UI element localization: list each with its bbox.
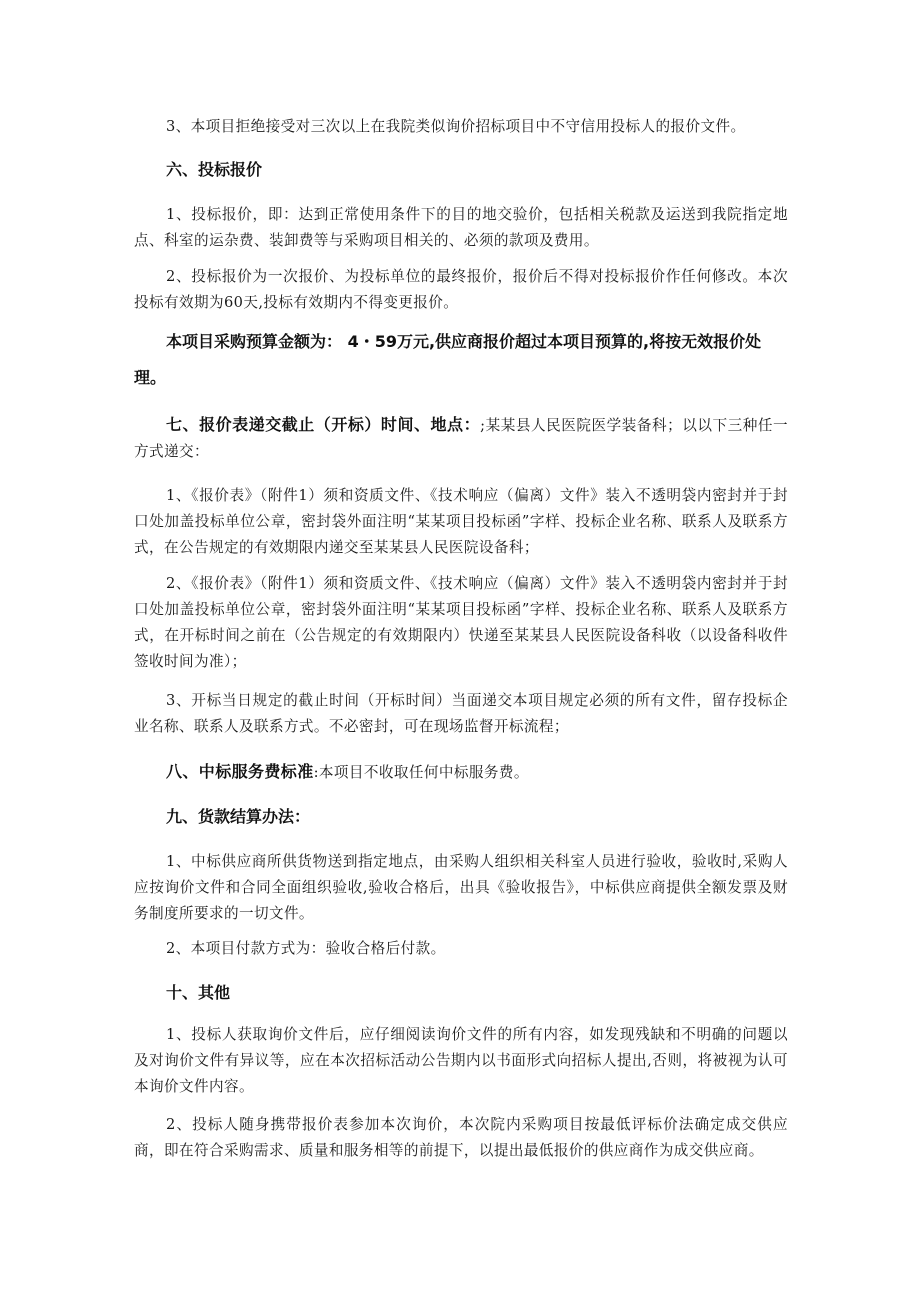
section-9-paragraph-2: 2、本项目付款方式为：验收合格后付款。 — [166, 940, 446, 957]
section-6-paragraph-1: 1、投标报价，即：达到正常使用条件下的目的地交验价，包括相关税款及运送到我院指定地点、科室的运杂费、装卸费等与采购项目相关的、必须的款项及费用。 — [134, 206, 788, 249]
section-10-paragraph-1: 1、投标人获取询价文件后，应仔细阅读询价文件的所有内容，如发现残缺和不明确的问题以及对询价文件有异议等，应在本次招标活动公告期内以书面形式向招标人提出,否则，将被视为认可本询价文件内容。 — [134, 1026, 788, 1095]
section-8-heading: 八、中标服务费标准 — [166, 762, 314, 781]
section-7-paragraph-1: 1、《报价表》（附件1）须和资质文件、《技术响应（偏离）文件》装入不透明袋内密封并于封口处加盖投标单位公章，密封袋外面注明“某某项目投标函”字样、投标企业名称、联系人及联系方式，在公告规定的有效期限内递交至某某县人民医院设备科； — [134, 487, 788, 556]
section-8-text: :本项目不收取任何中标服务费。 — [313, 764, 529, 781]
section-10-heading: 十、其他 — [166, 983, 231, 1002]
section-7-block — [134, 412, 788, 465]
section-7-intro: ;某某县人民医院医学装备科；以以下三种任一方式递交： — [134, 417, 788, 460]
section-10-paragraph-2: 2、投标人随身携带报价表参加本次询价，本次院内采购项目按最低评标价法确定成交供应商，即在符合采购需求、质量和服务相等的前提下，以提出最低报价的供应商作为成交供应商。 — [134, 1116, 788, 1159]
section-7-heading: 七、报价表递交截止（开标）时间、地点： — [166, 415, 481, 434]
section-9-paragraph-1: 1、中标供应商所供货物送到指定地点，由采购人组织相关科室人员进行验收，验收时,采购人应按询价文件和合同全面组织验收,验收合格后，出具《验收报告》，中标供应商提供全额发票及财务制度所要求的一切文件。 — [134, 853, 788, 922]
budget-statement: 本项目采购预算金额为： 4・59万元,供应商报价超过本项目预算的,将按无效报价处理。 — [134, 332, 762, 387]
section-8-block — [134, 759, 788, 786]
section-7-paragraph-3: 3、开标当日规定的截止时间（开标时间）当面递交本项目规定必须的所有文件，留存投标企业名称、联系人及联系方式。不必密封，可在现场监督开标流程； — [134, 692, 788, 735]
section-6-paragraph-2: 2、投标报价为一次报价、为投标单位的最终报价，报价后不得对投标报价作任何修改。本次投标有效期为60天,投标有效期内不得变更报价。 — [134, 268, 788, 311]
section-9-heading: 九、货款结算办法： — [166, 807, 311, 826]
section-7-paragraph-2: 2、《报价表》（附件1）须和资质文件、《技术响应（偏离）文件》装入不透明袋内密封并于封口处加盖投标单位公章，密封袋外面注明“某某项目投标函”字样、投标企业名称、联系人及联系方式，在开标时间之前在（公告规定的有效期限内）快递至某某县人民医院设备科收（以设备科收件签收时间为准）； — [134, 575, 788, 670]
paragraph-reject-untrustworthy: 3、本项目拒绝接受对三次以上在我院类似询价招标项目中不守信用投标人的报价文件。 — [166, 118, 746, 135]
section-6-heading: 六、投标报价 — [166, 160, 263, 179]
